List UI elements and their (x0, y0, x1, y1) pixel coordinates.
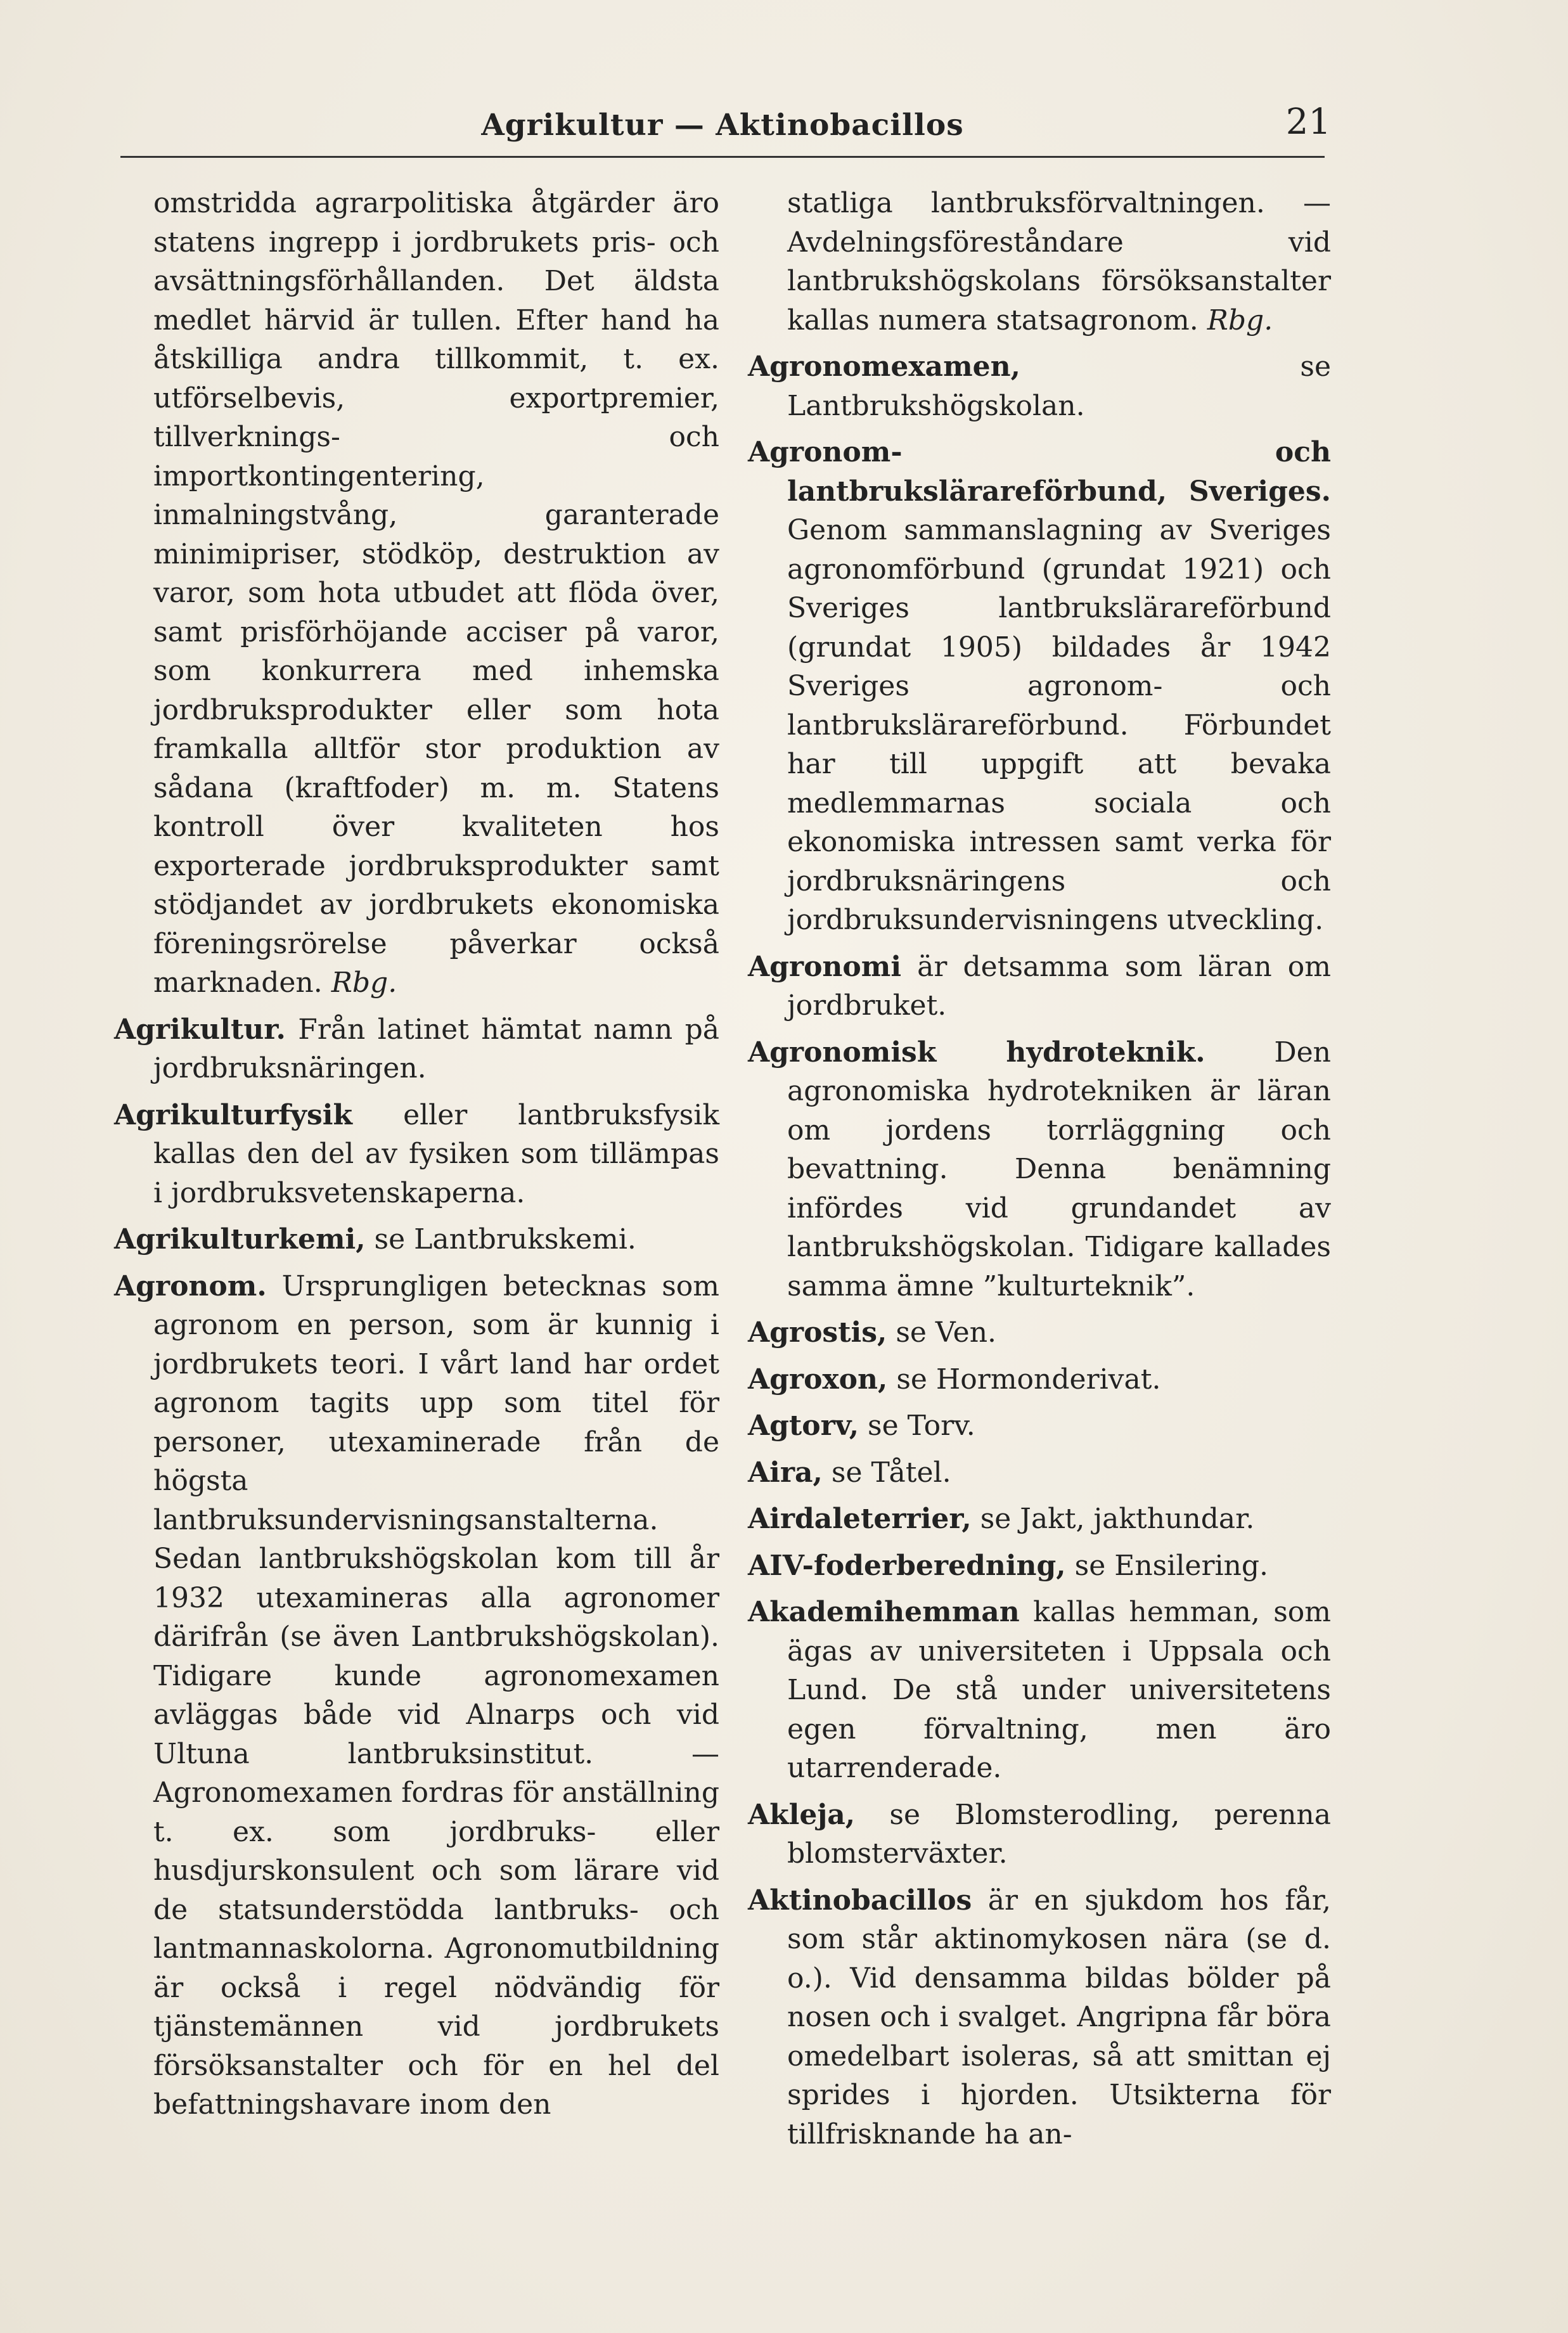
entry-headword: Agrikulturkemi, (114, 1223, 366, 1256)
entry-text: Ursprungligen betecknas som agronom en person, som är kunnig i jordbrukets teori. I vårt land har ordet agronom tagits upp som titel för personer, utexaminerade från de högsta lantbruksundervisningsanstalterna. Sedan lantbrukshögskolan kom till år 1932 utexamineras alla agronomer därifrån (se även Lantbrukshögskolan). Tidigare kunde agronomexamen avläggas både vid Alnarps och vid Ultuna lantbruksinstitut. — Agronomexamen fordras för anställning t. ex. som jordbruks- eller husdjurskonsulent och som lärare vid de statsunderstödda lantbruks- och lantmannaskolorna. Agronomutbildning är också i regel nödvändig för tjänstemännen vid jordbrukets försöksanstalter och för en hel del befattningshavare inom den (153, 1269, 719, 2121)
entry-headword: Airdaleterrier, (748, 1503, 972, 1535)
entry-agronomi (748, 948, 1331, 1025)
entry-text: se Torv. (859, 1410, 975, 1442)
entry-headword: Agronom. (114, 1269, 267, 1302)
header-rule (120, 156, 1325, 158)
entry-agrikulturfysik (114, 1096, 719, 1213)
entry-text: se Ensilering. (1065, 1549, 1269, 1582)
entry-text: Från latinet hämtat namn på jordbruksnäringen. (153, 1013, 719, 1084)
entry-text: Den agronomiska hydrotekniken är läran om jordens torrläggning och bevattning. Denna benämning infördes vid grundandet av lantbrukshögskolan. Tidigare kallades samma ämne ”kulturteknik”. (787, 1036, 1331, 1302)
entry-text: se Jakt, jakthundar. (971, 1503, 1255, 1535)
entry-text: eller lantbruksfysik kallas den del av fysiken som tillämpas i jordbruksvetenskaperna. (153, 1098, 719, 1209)
entry-text: omstridda agrarpolitiska åtgärder äro statens ingrepp i jordbrukets pris- och avsättningsförhållanden. Det äldsta medlet härvid är tullen. Efter hand ha åtskilliga andra tillkommit, t. ex. utförselbevis, exportpremier, tillverknings- och importkontingentering, inmalningstvång, garanterade minimipriser, stödköp, destruktion av varor, som hota utbudet att flöda över, samt prisförhöjande acciser på varor, som konkurrera med inhemska jordbruksprodukter eller som hota framkalla alltför stor produktion av sådana (kraftfoder) m. m. Statens kontroll över kvaliteten hos exporterade jordbruksprodukter samt stödjandet av jordbrukets ekonomiska föreningsrörelse påverkar också marknaden. (153, 187, 719, 999)
entry-headword: Agronomexamen, (748, 350, 1020, 383)
entry-headword: Agtorv, (748, 1410, 859, 1442)
entry-agrostis (748, 1313, 1331, 1353)
entry-agronom-forbund (748, 433, 1331, 940)
author-signature: Rbg. (1207, 304, 1273, 337)
left-column (114, 184, 719, 2132)
entry-agroxon (748, 1360, 1331, 1399)
entry-akleja (748, 1796, 1331, 1873)
entry-text: se Lantbrukskemi. (365, 1223, 636, 1256)
entry-text: är detsamma som läran om jordbruket. (787, 950, 1331, 1022)
continued-entry (114, 184, 719, 1003)
page-number: 21 (1285, 101, 1331, 143)
entry-agtorv (748, 1406, 1331, 1446)
page-header (120, 95, 1331, 158)
entry-headword: Akademihemman (748, 1596, 1020, 1628)
entry-text: se Hormonderivat. (887, 1363, 1161, 1396)
entry-headword: Agrostis, (748, 1316, 887, 1349)
entry-agronomexamen (748, 347, 1331, 425)
entry-airdaleterrier (748, 1500, 1331, 1539)
entry-aira (748, 1453, 1331, 1493)
entry-text: statliga lantbruksförvaltningen. — Avdelningsföreståndare vid lantbrukshögskolans försöksanstalter kallas numera statsagronom. (787, 187, 1331, 337)
right-column (748, 184, 1331, 2161)
entry-text: se Tåtel. (822, 1456, 951, 1489)
entry-text: är en sjukdom hos får, som står aktinomykosen nära (se d. o.). Vid densamma bildas bölder på nosen och i svalget. Angripna får böra omedelbart isoleras, så att smittan ej sprides i hjorden. Utsikterna för tillfrisknande ha an- (787, 1884, 1331, 2150)
entry-text: se Lantbrukshögskolan. (787, 350, 1331, 422)
entry-headword: Agrikultur. (114, 1013, 286, 1046)
entry-agronomisk-hydroteknik (748, 1033, 1331, 1306)
entry-text: Genom sammanslagning av Sveriges agronomförbund (grundat 1921) och Sveriges lantbrukslärareförbund (grundat 1905) bildades år 1942 Sveriges agronom- och lantbrukslärareförbund. Förbundet har till uppgift att bevaka medlemmarnas sociala och ekonomiska intressen samt verka för jordbruksnäringens och jordbruksundervisningens utveckling. (787, 514, 1331, 936)
running-title: Agrikultur — Aktinobacillos (481, 108, 964, 143)
entry-agronom (114, 1267, 719, 2124)
entry-headword: Agronom- och lantbrukslärareförbund, Sveriges. (748, 436, 1331, 508)
entry-text: kallas hemman, som ägas av universiteten i Uppsala och Lund. De stå under universitetens egen förvaltning, men äro utarrenderade. (787, 1596, 1331, 1784)
entry-headword: Agronomisk hydroteknik. (748, 1036, 1205, 1069)
entry-headword: Agroxon, (748, 1363, 888, 1396)
continued-entry (748, 184, 1331, 340)
entry-headword: Agronomi (748, 950, 902, 983)
entry-akademihemman (748, 1593, 1331, 1788)
entry-headword: Agrikulturfysik (114, 1098, 352, 1131)
entry-text: se Ven. (887, 1316, 997, 1349)
entry-agrikulturkemi (114, 1220, 719, 1259)
entry-headword: Akleja, (748, 1798, 856, 1831)
entry-agrikultur (114, 1010, 719, 1088)
entry-headword: Aktinobacillos (748, 1884, 972, 1917)
author-signature: Rbg. (331, 967, 397, 999)
entry-headword: Aira, (748, 1456, 823, 1489)
entry-headword: AIV-foderberedning, (748, 1549, 1066, 1582)
entry-aiv-foderberedning (748, 1546, 1331, 1586)
entry-text: se Blomsterodling, perenna blomsterväxter. (787, 1798, 1331, 1870)
entry-aktinobacillos (748, 1881, 1331, 2154)
